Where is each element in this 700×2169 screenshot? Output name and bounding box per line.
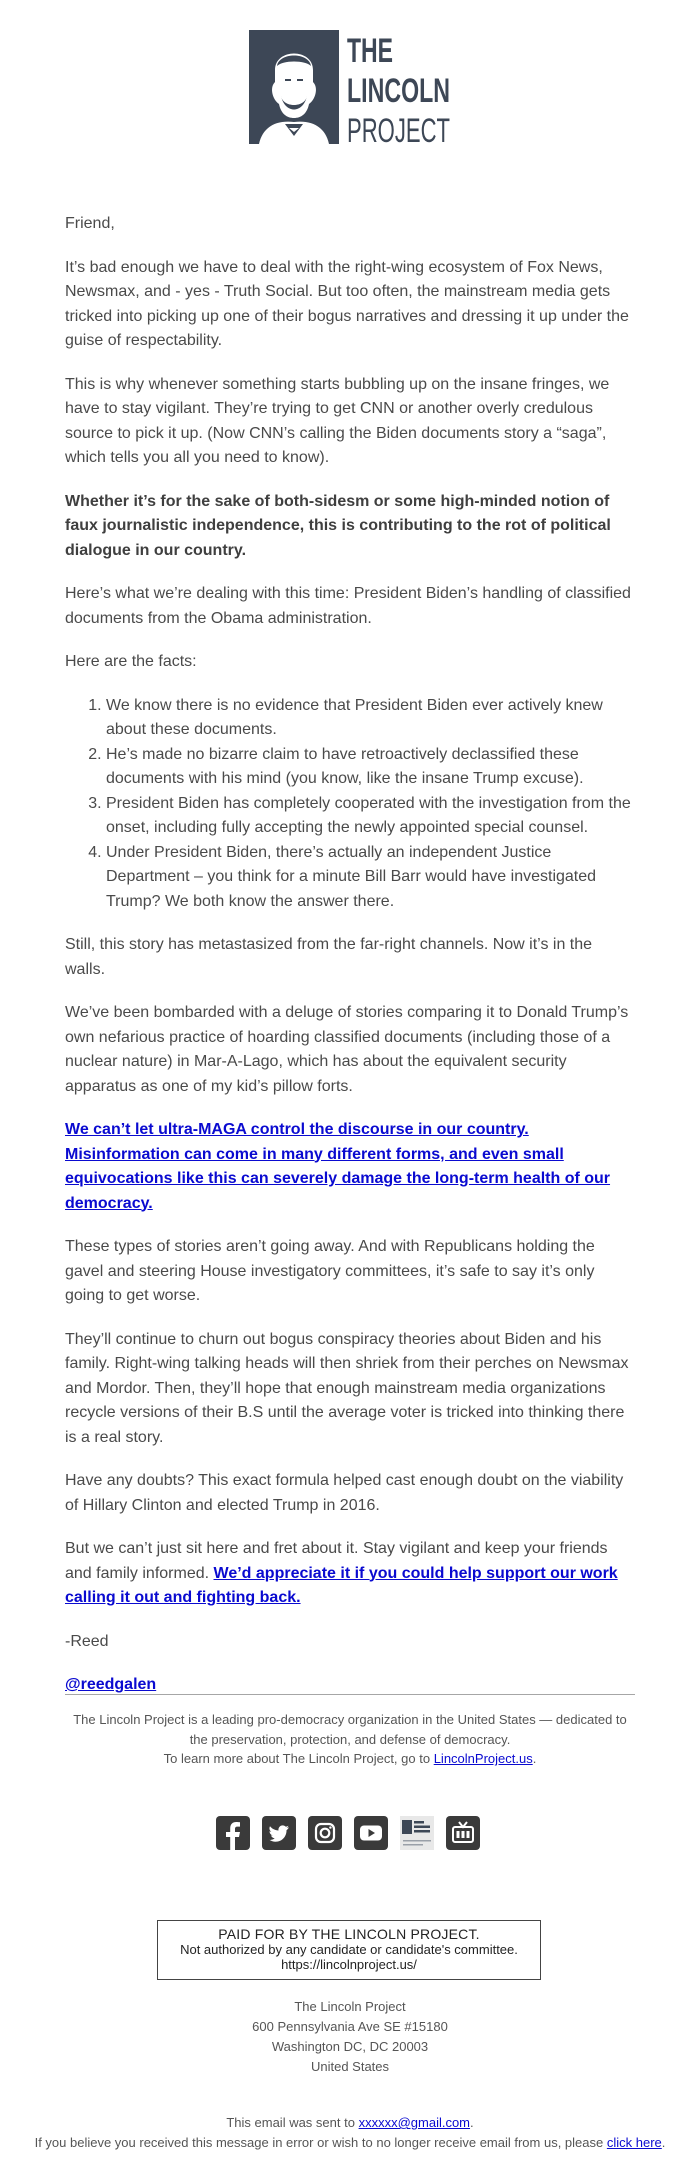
- unsubscribe-section: [0, 2113, 700, 2153]
- logo-wordmark: [347, 28, 457, 148]
- lincoln-project-logo[interactable]: [249, 30, 451, 150]
- unsubscribe-link[interactable]: click here: [606, 2135, 662, 2150]
- not-authorized-line: Not authorized by any candidate or candidate's committee.: [180, 1942, 518, 1957]
- facebook-icon[interactable]: [216, 1816, 250, 1850]
- paragraph-9: These types of stories aren’t going away. And with Republicans holding the gavel and steering House investigatory committees, it’s safe to say it’s only going to get worse.: [65, 1238, 595, 1304]
- sent-to-text: This email was sent to: [226, 2115, 355, 2130]
- facts-list: [65, 694, 635, 915]
- twitter-handle-link[interactable]: @reedgalen: [65, 1676, 157, 1693]
- twitter-icon[interactable]: [262, 1816, 296, 1850]
- sent-to-end: .: [470, 2115, 474, 2130]
- learn-more-text: To learn more about The Lincoln Project, go to: [163, 1751, 431, 1766]
- tv-icon[interactable]: [446, 1816, 480, 1850]
- mailing-address: [150, 1997, 550, 2077]
- logo-line-project: PROJECT: [347, 112, 450, 150]
- list-item: 1. We know there is no evidence that President Biden ever actively knew about these documents.: [106, 694, 635, 743]
- logo-line-lincoln: LINCOLN: [347, 72, 450, 110]
- address-name: The Lincoln Project: [294, 1999, 406, 2014]
- paragraph-7: We’ve been bombarded with a deluge of stories comparing it to Donald Trump’s own nefarious practice of hoarding classified documents (including those of a nuclear nature) in Mar-A-Lago, which has about the equivalent security apparatus as one of my kid’s pillow forts.: [65, 1004, 629, 1095]
- signoff: -Reed: [65, 1632, 109, 1650]
- footer-about: [65, 1710, 635, 1769]
- lincoln-portrait-icon: [249, 30, 339, 144]
- paragraph-8: [65, 1118, 635, 1216]
- about-text: The Lincoln Project is a leading pro-democracy organization in the United States — dedicated to the preservation, protection, and defense of democracy.: [73, 1712, 627, 1747]
- support-link[interactable]: We’d appreciate it if you could help support our work calling it out and fighting back.: [65, 1564, 618, 1606]
- discourse-link[interactable]: We can’t let ultra-MAGA control the discourse in our country. Misinformation can come in many different forms, and even small equivocations like this can severely damage the long-term health of our democracy.: [65, 1121, 611, 1212]
- address-country: United States: [310, 2059, 390, 2074]
- greeting: Friend,: [65, 215, 115, 232]
- lincoln-project-icon[interactable]: [400, 1816, 434, 1850]
- learn-more-end: .: [532, 1751, 537, 1766]
- learn-more-line: [65, 1749, 635, 1769]
- youtube-icon[interactable]: [354, 1816, 388, 1850]
- paid-for-line: PAID FOR BY THE LINCOLN PROJECT.: [218, 1926, 480, 1942]
- paragraph-1: It’s bad enough we have to deal with the right-wing ecosystem of Fox News, Newsmax, and - yes - Truth Social. But too often, the mainstream media gets tricked into picking up one of their bogus narratives and dressing it up under the guise of respectability.: [65, 258, 629, 349]
- bold-paragraph: Whether it’s for the sake of both-sidesm or some high-minded notion of faux journalistic independence, this is contributing to the rot of political dialogue in our country.: [65, 492, 611, 559]
- unsubscribe-text: If you believe you received this message in error or wish to no longer receive email from us, please: [34, 2135, 604, 2150]
- address-street: 600 Pennsylvania Ave SE #15180: [252, 2019, 448, 2034]
- list-item: 2. He’s made no bizarre claim to have retroactively declassified these documents with his mind (you know, like the insane Trump excuse).: [106, 743, 635, 792]
- lincolnproject-link[interactable]: LincolnProject.us: [433, 1751, 533, 1766]
- paragraph-10: They’ll continue to churn out bogus conspiracy theories about Biden and his family. Right-wing talking heads will then shriek from their perches on Newsmax and Mordor. Then, they’ll hope that enough mainstream media organizations recycle versions of their B.S until the average voter is tricked into thinking there is a real story.: [65, 1330, 629, 1446]
- unsubscribe-end: .: [661, 2135, 666, 2150]
- paragraph-5: Here are the facts:: [65, 653, 197, 670]
- sent-to-line: [0, 2113, 700, 2133]
- list-item: 3. President Biden has completely cooperated with the investigation from the onset, including fully accepting the newly appointed special counsel.: [106, 792, 635, 841]
- recipient-email-link[interactable]: xxxxxx@gmail.com: [358, 2115, 471, 2130]
- paragraph-2: This is why whenever something starts bubbling up on the insane fringes, we have to stay vigilant. They’re trying to get CNN or another overly credulous source to pick it up. (Now CNN’s calling the Biden documents story a “saga”, which tells you all you need to know).: [65, 375, 610, 466]
- social-icons: [216, 1816, 486, 1852]
- footer-divider: [65, 1694, 635, 1695]
- logo-line-the: THE: [347, 32, 393, 70]
- paid-for-disclaimer: [157, 1920, 541, 1980]
- site-url-line: https://lincolnproject.us/: [281, 1957, 417, 1972]
- letter-body: [65, 212, 635, 1717]
- paragraph-4: Here’s what we’re dealing with this time: President Biden’s handling of classified documents from the Obama administration.: [65, 585, 631, 627]
- paragraph-12-text: But we can’t just sit here and fret about it. Stay vigilant and keep your friends and family informed.: [65, 1540, 608, 1582]
- unsubscribe-line: [0, 2133, 700, 2153]
- list-item: 4. Under President Biden, there’s actually an independent Justice Department – you think for a minute Bill Barr would have investigated Trump? We both know the answer there.: [106, 841, 635, 915]
- instagram-icon[interactable]: [308, 1816, 342, 1850]
- paragraph-12: [65, 1537, 635, 1611]
- logo-wordmark-svg: [347, 28, 457, 148]
- paragraph-11: Have any doubts? This exact formula helped cast enough doubt on the viability of Hillary Clinton and elected Trump in 2016.: [65, 1472, 624, 1514]
- address-city: Washington DC, DC 20003: [271, 2039, 429, 2054]
- paragraph-6: Still, this story has metastasized from the far-right channels. Now it’s in the walls.: [65, 936, 593, 978]
